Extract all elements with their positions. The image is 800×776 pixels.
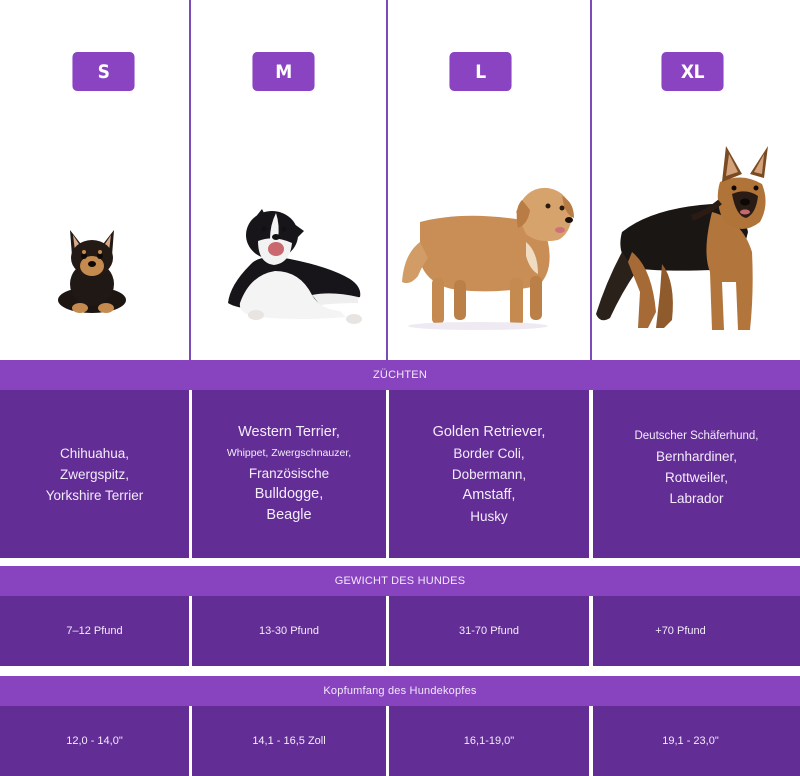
size-badge-xl: XL (661, 52, 723, 91)
weight-row (0, 596, 800, 666)
breeds-cell-xl (593, 390, 800, 558)
breed-name: Western Terrier, (238, 424, 340, 440)
breed-name: Husky (470, 508, 508, 524)
weight-cell-s (0, 596, 189, 666)
column-divider (189, 0, 191, 360)
breed-name: Französische (248, 466, 330, 481)
section-header-head-circumference: Kopfumfang des Hundekopfes (0, 676, 800, 706)
head-circumference-value: 16,1-19,0" (463, 735, 515, 747)
head-cell-xl (593, 706, 800, 776)
breed-name: Whippet, Zwergschnauzer, (226, 447, 352, 459)
weight-value: 13-30 Pfund (259, 625, 319, 637)
breed-name: Chihuahua, (59, 445, 130, 461)
head-circumference-value: 19,1 - 23,0" (662, 735, 719, 747)
breed-name: Labrador (669, 491, 724, 506)
breed-name: Bernhardiner, (655, 449, 738, 464)
border-collie-image (220, 205, 370, 325)
breed-name: Golden Retriever, (432, 423, 546, 440)
section-gap (0, 558, 800, 566)
head-circumference-value: 14,1 - 16,5 Zoll (252, 735, 326, 747)
weight-value: 7–12 Pfund (66, 625, 123, 637)
head-circumference-value: 12,0 - 14,0" (66, 735, 123, 747)
size-badge-l: L (449, 52, 511, 91)
section-gap (0, 666, 800, 676)
breed-name: Deutscher Schäferhund, (634, 430, 759, 442)
breeds-cell-s (0, 390, 189, 558)
section-header-breeds: ZÜCHTEN (0, 360, 800, 390)
weight-cell-xl (593, 596, 800, 666)
size-badge-s: S (72, 52, 134, 91)
breed-name: Dobermann, (451, 466, 527, 482)
head-cell-l (389, 706, 589, 776)
chihuahua-image (50, 222, 134, 316)
breed-name: Yorkshire Terrier (45, 487, 144, 503)
head-cell-s (0, 706, 189, 776)
breed-name: Amstaff, (462, 486, 516, 503)
size-badge-m: M (252, 52, 314, 91)
breed-name: Beagle (266, 507, 312, 523)
weight-value: +70 Pfund (655, 625, 706, 637)
column-divider (386, 0, 388, 360)
weight-cell-m (192, 596, 386, 666)
weight-value: 31-70 Pfund (459, 625, 519, 637)
german-shepherd-image (592, 142, 792, 334)
weight-cell-l (389, 596, 589, 666)
section-header-weight: GEWICHT DES HUNDES (0, 566, 800, 596)
breeds-row (0, 390, 800, 558)
golden-retriever-image (398, 182, 576, 332)
breed-name: Rottweiler, (664, 470, 729, 485)
breeds-cell-l (389, 390, 589, 558)
breed-name: Bulldogge, (254, 486, 324, 502)
breeds-cell-m (192, 390, 386, 558)
size-header-row (0, 0, 800, 360)
breed-name: Border Coli, (453, 445, 525, 461)
breed-name: Zwergspitz, (59, 466, 130, 482)
head-circumference-row (0, 706, 800, 776)
head-cell-m (192, 706, 386, 776)
